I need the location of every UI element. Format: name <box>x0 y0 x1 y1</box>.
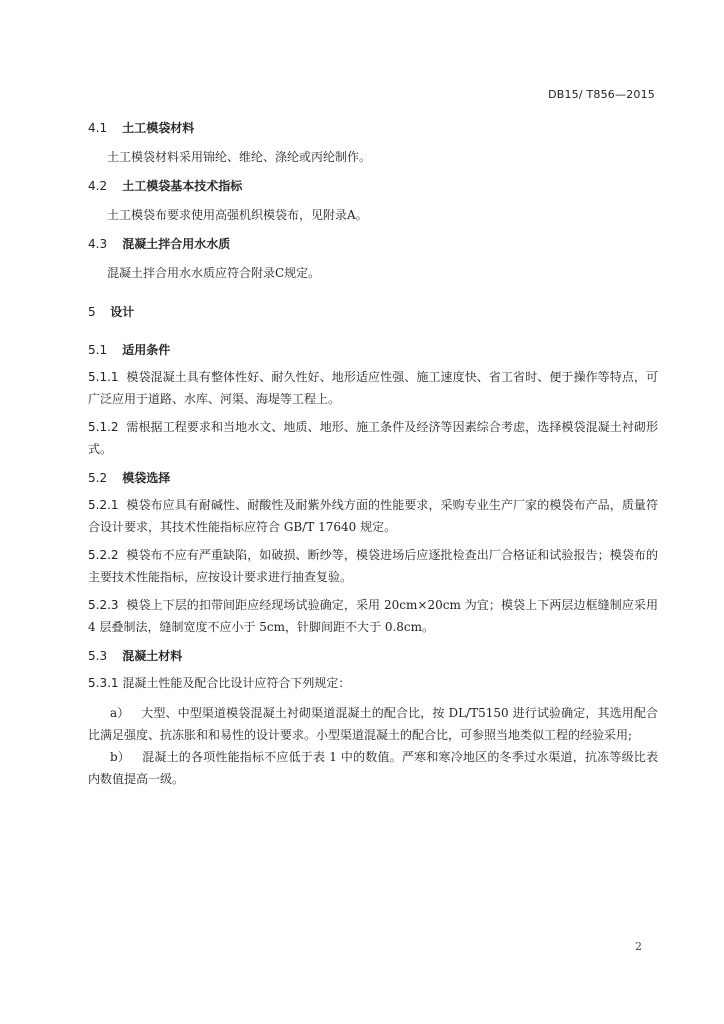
heading-title: 土工模袋基本技术指标 <box>122 179 243 193</box>
heading-5 <box>88 302 658 322</box>
heading-5-3 <box>88 646 658 666</box>
heading-4-2 <box>88 176 658 196</box>
clause-number: 5.1.2 <box>88 420 119 434</box>
paragraph-4-3: 混凝土拌合用水水质应符合附录C规定。 <box>107 266 321 280</box>
document-content <box>88 118 658 790</box>
clause-5-2-3 <box>88 594 658 638</box>
heading-5-1 <box>88 340 658 360</box>
paragraph-4-2: 土工模袋布要求使用高强机织模袋布，见附录A。 <box>107 208 368 222</box>
heading-title: 混凝土材料 <box>122 649 183 663</box>
heading-number: 5.1 <box>88 343 108 357</box>
clause-text: 模袋上下层的扣带间距应经现场试验确定，采用 20cm×20cm 为宜；模袋上下两层边框缝制应采用 4 层叠制法，缝制宽度不应小于 5cm，针脚间距不大于 0.8cm。 <box>88 598 658 634</box>
list-item-text: 混凝土的各项性能指标不应低于表 1 中的数值。严寒和寒冷地区的冬季过水渠道，抗冻等级比表内数值提高一级。 <box>88 750 658 786</box>
heading-number: 4.2 <box>88 179 108 193</box>
clause-5-1-2 <box>88 416 658 460</box>
clause-number: 5.2.3 <box>88 598 119 612</box>
heading-title: 适用条件 <box>122 343 171 357</box>
heading-title: 模袋选择 <box>122 471 171 485</box>
clause-number: 5.3.1 <box>88 676 119 690</box>
clause-number: 5.2.2 <box>88 548 119 562</box>
clause-text: 混凝土性能及配合比设计应符合下列规定： <box>122 676 351 690</box>
heading-number: 4.3 <box>88 237 108 251</box>
heading-4-3 <box>88 234 658 254</box>
clause-5-3-1 <box>88 672 658 694</box>
heading-5-2 <box>88 468 658 488</box>
clause-5-1-1 <box>88 366 658 410</box>
clause-text: 模袋混凝土具有整体性好、耐久性好、地形适应性强、施工速度快、省工省时、便于操作等特点，可广泛应用于道路、水库、河渠、海堤等工程上。 <box>88 370 658 406</box>
heading-4-1 <box>88 118 658 138</box>
list-item-text: 大型、中型渠道模袋混凝土衬砌渠道混凝土的配合比，按 DL/T5150 进行试验确定，其选用配合比满足强度、抗冻胀和和易性的设计要求。小型渠道混凝土的配合比，可参照当地类似工程的经验采用; <box>88 706 659 742</box>
list-item-label: a） <box>110 706 130 720</box>
heading-title: 土工模袋材料 <box>122 121 195 135</box>
heading-number: 5 <box>88 305 96 319</box>
paragraph-4-1: 土工模袋材料采用锦纶、维纶、涤纶或丙纶制作。 <box>107 150 372 164</box>
heading-number: 5.3 <box>88 649 108 663</box>
heading-title: 设计 <box>110 305 135 319</box>
heading-number: 5.2 <box>88 471 108 485</box>
heading-number: 4.1 <box>88 121 108 135</box>
clause-text: 需根据工程要求和当地水文、地质、地形、施工条件及经济等因素综合考虑，选择模袋混凝土衬砌形式。 <box>88 420 658 456</box>
list-item-a <box>88 702 658 746</box>
clause-text: 模袋布不应有严重缺陷，如破损、断纱等，模袋进场后应逐批检查出厂合格证和试验报告；模袋布的主要技术性能指标，应按设计要求进行抽查复验。 <box>88 548 658 584</box>
page-number: 2 <box>635 940 642 953</box>
heading-title: 混凝土拌合用水水质 <box>122 237 231 251</box>
list-item-label: b） <box>110 750 131 764</box>
clause-5-2-1 <box>88 494 658 538</box>
standard-code: DB15/ T856—2015 <box>548 88 655 101</box>
clause-number: 5.2.1 <box>88 498 119 512</box>
list-item-b <box>88 746 658 790</box>
clause-5-2-2 <box>88 544 658 588</box>
clause-number: 5.1.1 <box>88 370 119 384</box>
clause-text: 模袋布应具有耐碱性、耐酸性及耐紫外线方面的性能要求，采购专业生产厂家的模袋布产品，质量符合设计要求，其技术性能指标应符合 GB/T 17640 规定。 <box>88 498 658 534</box>
